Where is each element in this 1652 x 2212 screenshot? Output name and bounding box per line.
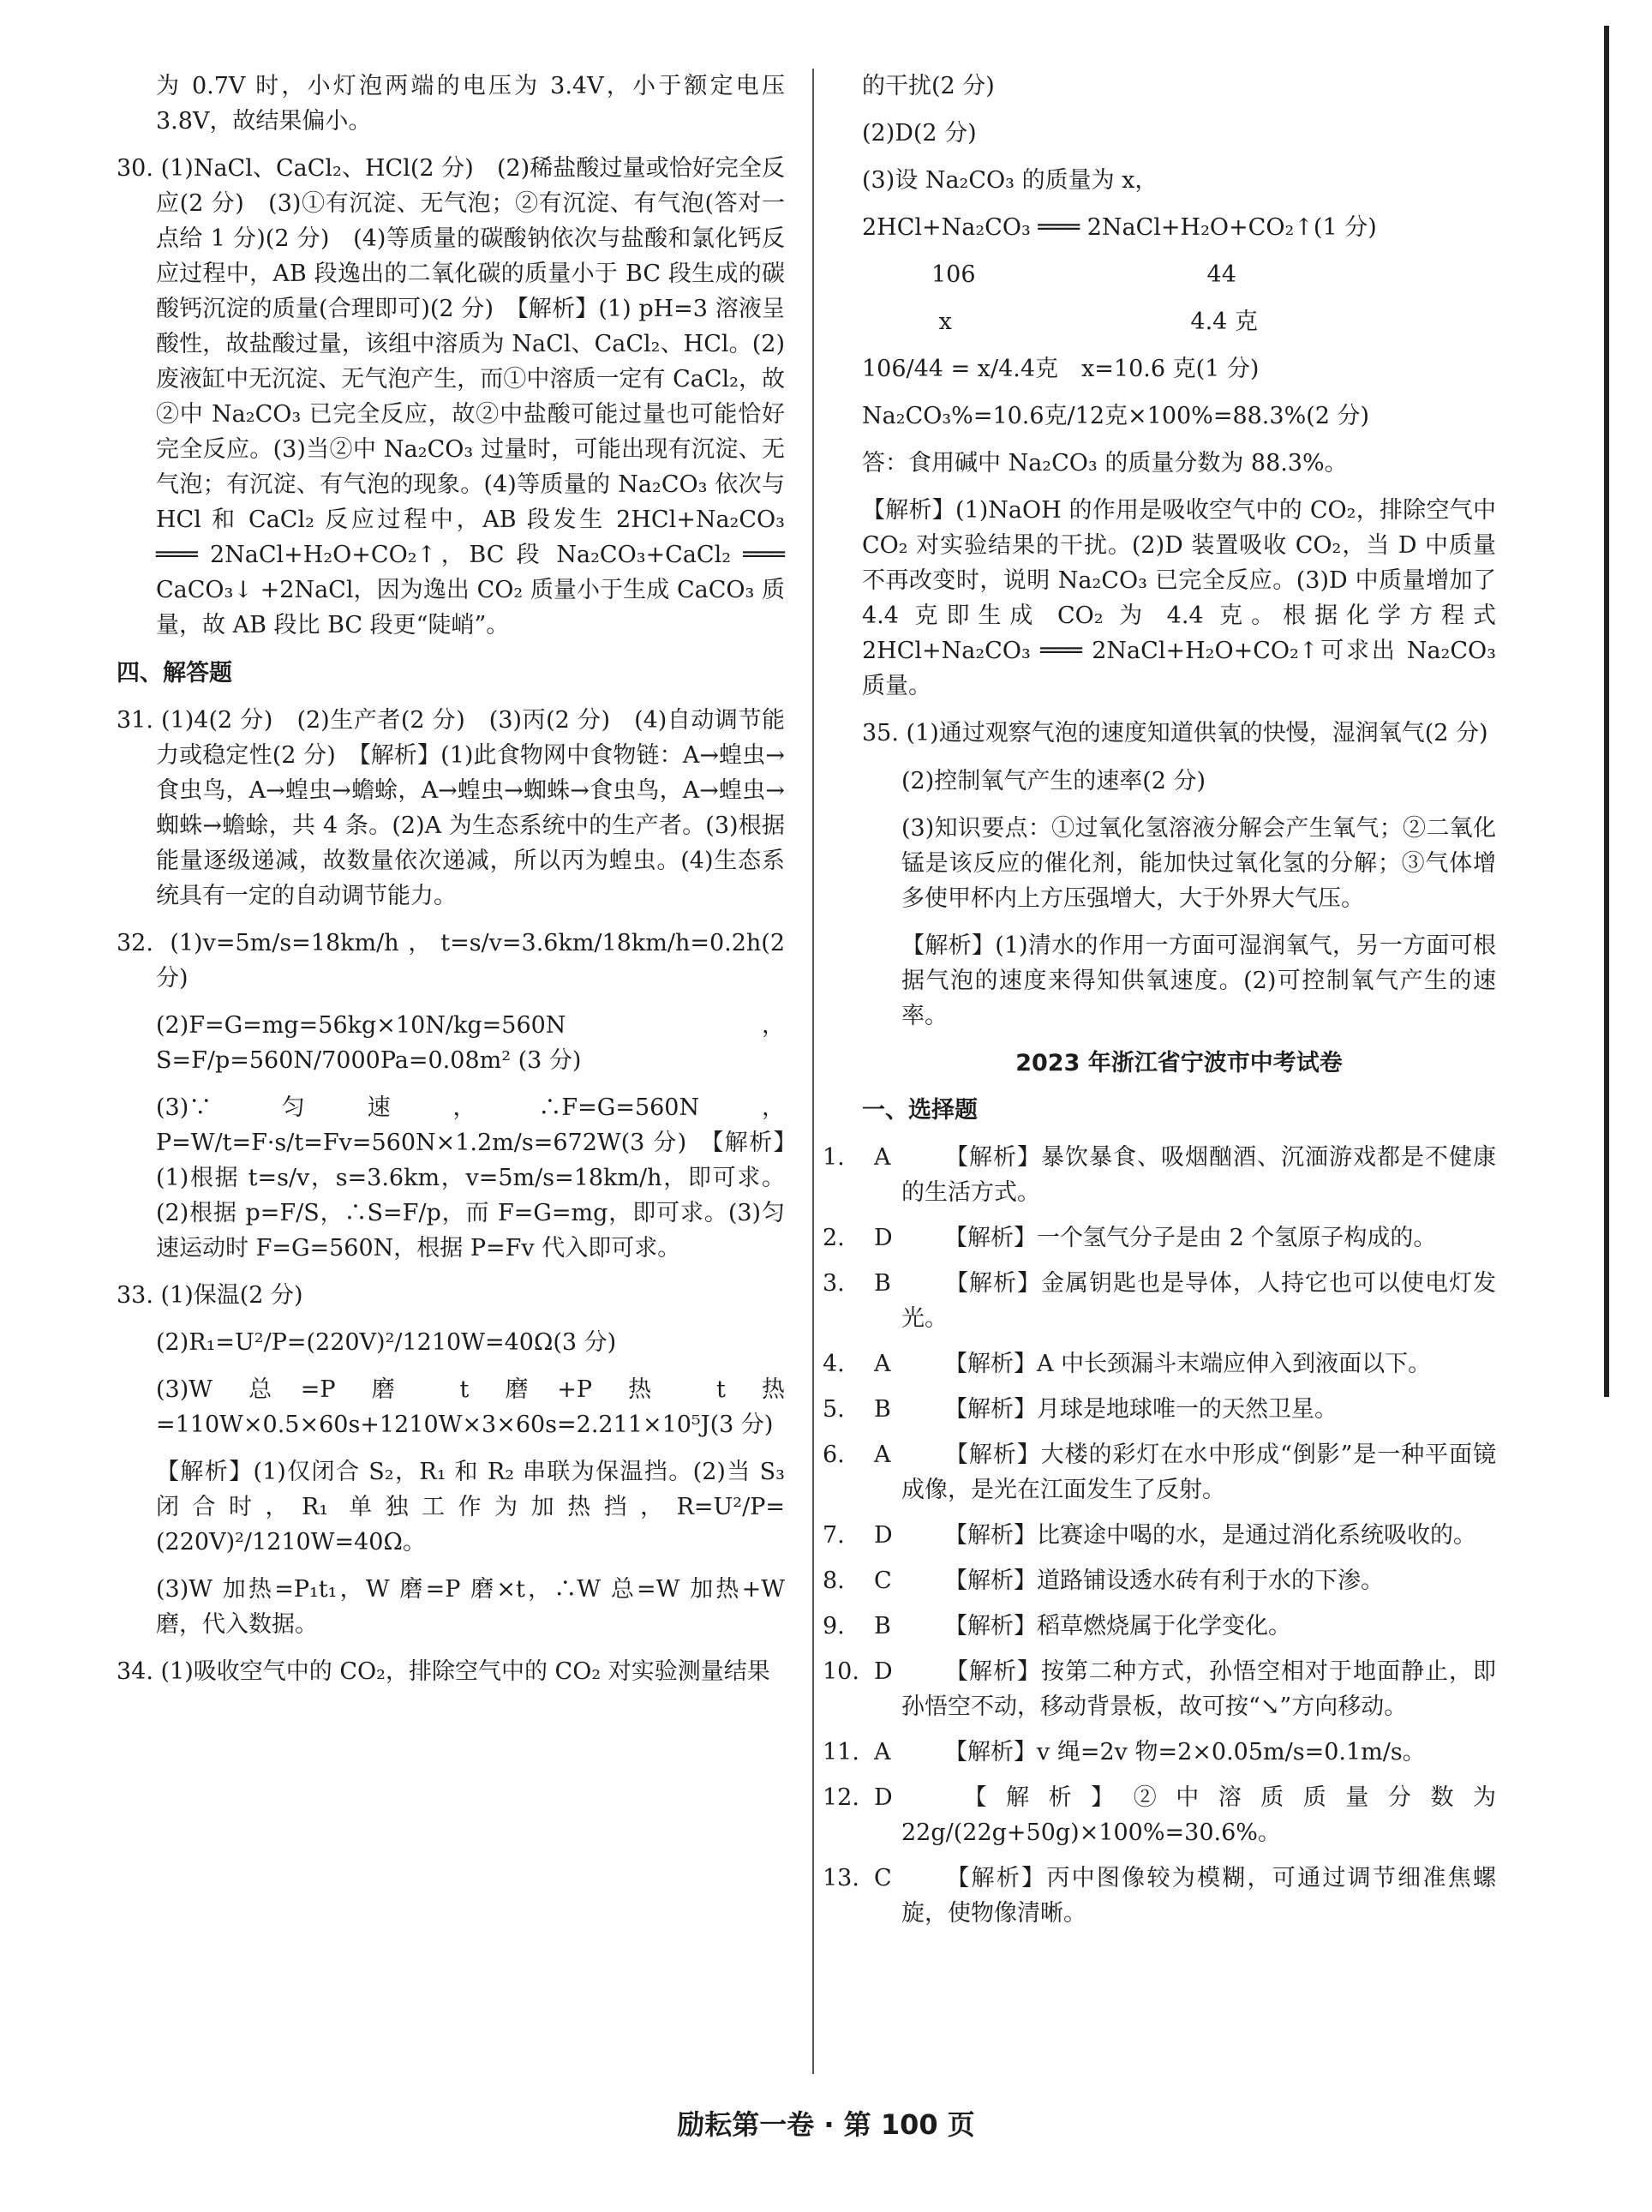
answer-paragraph: (2)R₁=U²/P=(220V)²/1210W=40Ω(3 分) (156, 1329, 617, 1357)
choice-item (823, 1780, 1496, 1850)
answer-paragraph: 【解析】(1)NaOH 的作用是吸收空气中的 CO₂，排除空气中 CO₂ 对实验结果的干扰。(2)D 装置吸收 CO₂，当 D 中质量不再改变时，说明 Na₂CO₃ 已完全反应。(3)D 中质量增加了 4.4 克即生成 CO₂ 为 4.4 克。根据化学方程式 2HCl+Na₂CO₃ ═══ 2NaCl+H₂O+CO₂↑可求出 Na₂CO₃ 质量。 (862, 497, 1496, 700)
choice-explanation: 【解析】A 中长颈漏斗末端应伸入到液面以下。 (944, 1350, 1432, 1377)
answer-paragraph: (2)控制氧气产生的速率(2 分) (901, 767, 1206, 794)
choice-item (823, 1392, 1496, 1427)
answer-paragraph: 106 44 (862, 261, 1236, 289)
answer-paragraph: 为 0.7V 时，小灯泡两端的电压为 3.4V，小于额定电压 3.8V，故结果偏小。 (156, 73, 785, 135)
choice-answer: D (874, 1784, 893, 1812)
choice-item (823, 1266, 1496, 1336)
choice-number: 11. (823, 1739, 859, 1766)
page-footer: 励耘第一卷 · 第 100 页 (677, 2108, 975, 2141)
choice-explanation: 【解析】按第二种方式，孙悟空相对于地面静止，即孙悟空不动，移动背景板，故可按“↘”方向移动。 (901, 1658, 1496, 1721)
choice-answer: D (874, 1224, 893, 1251)
choice-number: 10. (823, 1658, 859, 1686)
choice-number: 3. (823, 1269, 845, 1297)
choice-answer: A (874, 1442, 891, 1468)
choice-number: 7. (823, 1522, 845, 1550)
choice-explanation: 【解析】v 绳=2v 物=2×0.05m/s=0.1m/s。 (944, 1739, 1426, 1766)
choice-number: 5. (823, 1395, 845, 1423)
answer-paragraph: 【解析】(1)清水的作用一方面可湿润氧气，另一方面可根据气泡的速度来得知供氧速度。(2)可控制氧气产生的速率。 (901, 932, 1496, 1029)
exam-title: 2023 年浙江省宁波市中考试卷 (1015, 1049, 1343, 1076)
left-column (117, 69, 785, 1701)
choice-explanation: 【解析】稻草燃烧属于化学变化。 (944, 1613, 1291, 1640)
choice-item (823, 1220, 1496, 1256)
choice-explanation: 【解析】大楼的彩灯在水中形成“倒影”是一种平面镜成像，是光在江面发生了反射。 (901, 1442, 1496, 1504)
answer-paragraph: x 4.4 克 (862, 309, 1258, 336)
right-answers (862, 69, 1496, 1034)
choice-item (823, 1563, 1496, 1598)
answer-paragraph: 【解析】(1)仅闭合 S₂，R₁ 和 R₂ 串联为保温挡。(2)当 S₃ 闭合时，R₁ 单独工作为加热挡，R=U²/P=(220V)²/1210W=40Ω。 (156, 1459, 785, 1556)
choice-number: 9. (823, 1613, 845, 1640)
choice-section-heading: 一、选择题 (862, 1096, 978, 1124)
choice-explanation: 【解析】月球是地球唯一的天然卫星。 (944, 1395, 1338, 1423)
answer-paragraph: (3)知识要点：①过氧化氢溶液分解会产生氧气；②二氧化锰是该反应的催化剂，能加快过氧化氢的分解；③气体增多使甲杯内上方压强增大，大于外界大气压。 (901, 814, 1496, 912)
section-heading: 四、解答题 (117, 659, 232, 686)
answer-paragraph: (3)W 总=P 磨 t 磨+P 热 t 热=110W×0.5×60s+1210W×3×60s=2.211×10⁵J(3 分) (156, 1376, 785, 1439)
answer-paragraph: (3)∵ 匀速，∴F=G=560N，P=W/t=F·s/t=Fv=560N×1.2m/s=672W(3 分) 【解析】(1)根据 t=s/v，s=3.6km，v=5m/s=18km/h，即可求。(2)根据 p=F/S，∴S=F/p，而 F=G=mg，即可求。(3)匀速运动时 F=G=560N，根据 P=Fv 代入即可求。 (156, 1094, 785, 1262)
choice-item (823, 1609, 1496, 1644)
choice-item (823, 1140, 1496, 1210)
choice-item (823, 1346, 1496, 1382)
answer-paragraph: 30. (1)NaCl、CaCl₂、HCl(2 分) (2)稀盐酸过量或恰好完全反应(2 分) (3)①有沉淀、无气泡；②有沉淀、有气泡(答对一点给 1 分)(2 分) (4)等质量的碳酸钠依次与盐酸和氯化钙反应过程中，AB 段逸出的二氧化碳的质量小于 BC 段生成的碳酸钙沉淀的质量(合理即可)(2 分) 【解析】(1) pH=3 溶液呈酸性，故盐酸过量，该组中溶质为 NaCl、CaCl₂、HCl。(2)废液缸中无沉淀、无气泡产生，而①中溶质一定有 CaCl₂，故②中 Na₂CO₃ 已完全反应，故②中盐酸可能过量也可能恰好完全反应。(3)当②中 Na₂CO₃ 过量时，可能出现有沉淀、无气泡；有沉淀、有气泡的现象。(4)等质量的 Na₂CO₃ 依次与 HCl 和 CaCl₂ 反应过程中，AB 段发生 2HCl+Na₂CO₃ ═══ 2NaCl+H₂O+CO₂↑，BC 段 Na₂CO₃+CaCl₂ ═══ CaCO₃↓ +2NaCl，因为逸出 CO₂ 质量小于生成 CaCO₃ 质量，故 AB 段比 BC 段更“陡峭”。 (117, 155, 785, 639)
answer-paragraph: 的干扰(2 分) (862, 73, 995, 99)
answer-paragraph: 106/44 = x/4.4克 x=10.6 克(1 分) (862, 356, 1260, 383)
answer-paragraph: 2HCl+Na₂CO₃ ═══ 2NaCl+H₂O+CO₂↑(1 分) (862, 214, 1377, 242)
choice-item (823, 1654, 1496, 1724)
choice-item (823, 1437, 1496, 1508)
column-divider (812, 69, 814, 2074)
choice-answer: D (874, 1658, 893, 1686)
choice-number: 4. (823, 1350, 845, 1377)
choice-explanation: 【解析】比赛途中喝的水，是通过消化系统吸收的。 (944, 1522, 1476, 1550)
answer-paragraph: 32. (1)v=5m/s=18km/h，t=s/v=3.6km/18km/h=0.2h(2 分) (117, 929, 785, 992)
page-edge-mark (1604, 26, 1609, 1397)
choice-answer: A (874, 1739, 891, 1766)
choice-answer: A (874, 1350, 891, 1377)
choice-answer: B (874, 1269, 891, 1297)
answer-paragraph: 35. (1)通过观察气泡的速度知道供氧的快慢，湿润氧气(2 分) (862, 720, 1488, 747)
choice-number: 12. (823, 1784, 859, 1812)
choice-item (823, 1518, 1496, 1553)
choice-explanation: 【解析】道路铺设透水砖有利于水的下渗。 (944, 1568, 1384, 1595)
choice-explanation: 【解析】②中溶质质量分数为 22g/(22g+50g)×100%=30.6%。 (901, 1784, 1496, 1847)
choice-answer: B (874, 1613, 891, 1640)
answer-paragraph: 34. (1)吸收空气中的 CO₂，排除空气中的 CO₂ 对实验测量结果 (117, 1658, 770, 1686)
answer-paragraph: (3)设 Na₂CO₃ 的质量为 x， (862, 167, 1158, 195)
answer-paragraph: 答：食用碱中 Na₂CO₃ 的质量分数为 88.3%。 (862, 450, 1348, 477)
choice-answer: B (874, 1395, 891, 1423)
choice-answer: C (874, 1568, 892, 1595)
answer-paragraph: (3)W 加热=P₁t₁，W 磨=P 磨×t，∴W 总=W 加热+W 磨，代入数据。 (156, 1576, 785, 1639)
answer-paragraph: 33. (1)保温(2 分) (117, 1282, 303, 1309)
choice-number: 1. (823, 1143, 845, 1171)
choice-number: 2. (823, 1224, 845, 1251)
choice-number: 8. (823, 1568, 845, 1595)
choice-answer: A (874, 1143, 891, 1171)
choice-explanation: 【解析】一个氢气分子是由 2 个氢原子构成的。 (944, 1224, 1437, 1251)
choice-item (823, 1861, 1496, 1931)
choice-item (823, 1735, 1496, 1770)
choice-number: 13. (823, 1865, 859, 1892)
choice-explanation: 【解析】金属钥匙也是导体，人持它也可以使电灯发光。 (901, 1269, 1496, 1332)
answer-paragraph: Na₂CO₃%=10.6克/12克×100%=88.3%(2 分) (862, 403, 1370, 430)
choice-answer: C (874, 1865, 892, 1892)
choice-list (823, 1140, 1496, 1932)
answer-paragraph: (2)F=G=mg=56kg×10N/kg=560N，S=F/p=560N/7000Pa=0.08m² (3 分) (156, 1011, 785, 1074)
answer-paragraph: 31. (1)4(2 分) (2)生产者(2 分) (3)丙(2 分) (4)自动调节能力或稳定性(2 分) 【解析】(1)此食物网中食物链：A→蝗虫→食虫鸟，A→蝗虫→蟾蜍，A→蝗虫→蜘蛛→食虫鸟，A→蝗虫→蜘蛛→蟾蜍，共 4 条。(2)A 为生态系统中的生产者。(3)根据能量逐级递减，故数量依次递减，所以丙为蝗虫。(4)生态系统具有一定的自动调节能力。 (117, 706, 785, 909)
choice-explanation: 【解析】暴饮暴食、吸烟酗酒、沉湎游戏都是不健康的生活方式。 (901, 1143, 1496, 1206)
right-column (823, 69, 1496, 1941)
answer-paragraph: (2)D(2 分) (862, 120, 977, 147)
choice-number: 6. (823, 1442, 845, 1468)
choice-explanation: 【解析】丙中图像较为模糊，可通过调节细准焦螺旋，使物像清晰。 (901, 1865, 1496, 1927)
choice-answer: D (874, 1522, 893, 1550)
